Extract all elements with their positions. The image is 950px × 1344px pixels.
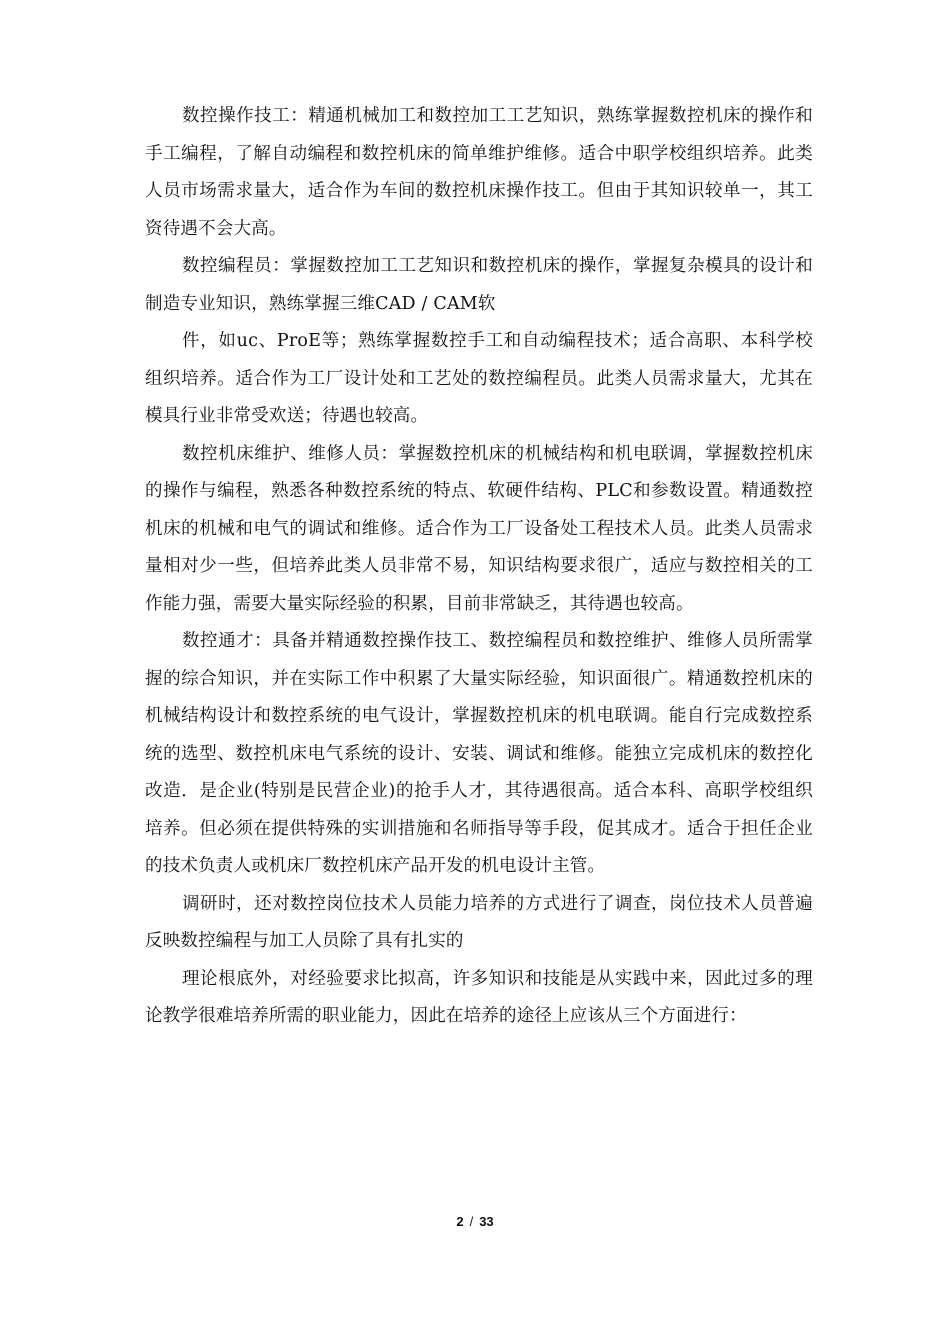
paragraph-cnc-programmer-cont: 件，如uc、ProE等；熟练掌握数控手工和自动编程技术；适合高职、本科学校组织培养。适合作为工厂设计处和工艺处的数控编程员。此类人员需求量大，尤其在模具行业非常受欢送；待遇也较高。 [145, 331, 813, 426]
paragraph-cnc-programmer: 数控编程员：掌握数控加工工艺知识和数控机床的操作，掌握复杂模具的设计和制造专业知识，熟练掌握三维CAD / CAM软 [145, 256, 813, 314]
paragraph-survey-cont: 理论根底外，对经验要求比拟高，许多知识和技能是从实践中来，因此过多的理论教学很难培养所需的职业能力，因此在培养的途径上应该从三个方面进行： [145, 968, 813, 1026]
paragraph-cnc-generalist: 数控通才：具备并精通数控操作技工、数控编程员和数控维护、维修人员所需掌握的综合知识，并在实际工作中积累了大量实际经验，知识面很广。精通数控机床的机械结构设计和数控系统的电气设计，掌握数控机床的机电联调。能自行完成数控系统的选型、数控机床电气系统的设计、安装、调试和维修。能独立完成机床的数控化改造．是企业(特别是民营企业)的抢手人才，其待遇很高。适合本科、高职学校组织培养。但必须在提供特殊的实训措施和名师指导等手段，促其成才。适合于担任企业的技术负责人或机床厂数控机床产品开发的机电设计主管。 [145, 631, 813, 876]
paragraph-survey: 调研时，还对数控岗位技术人员能力培养的方式进行了调查，岗位技术人员普遍反映数控编程与加工人员除了具有扎实的 [145, 893, 813, 951]
current-page-number: 2 [456, 1214, 464, 1229]
page-number-footer [0, 1214, 950, 1229]
page-separator: / [469, 1214, 474, 1229]
paragraph-cnc-operator: 数控操作技工：精通机械加工和数控加工工艺知识，熟练掌握数控机床的操作和手工编程，了解自动编程和数控机床的简单维护维修。适合中职学校组织培养。此类人员市场需求量大，适合作为车间的数控机床操作技工。但由于其知识较单一，其工资待遇不会大高。 [145, 106, 813, 239]
page-body [145, 98, 813, 1036]
paragraph-cnc-maintenance: 数控机床维护、维修人员：掌握数控机床的机械结构和机电联调，掌握数控机床的操作与编程，熟悉各种数控系统的特点、软硬件结构、PLC和参数设置。精通数控机床的机械和电气的调试和维修。适合作为工厂设备处工程技术人员。此类人员需求量相对少一些，但培养此类人员非常不易，知识结构要求很广，适应与数控相关的工作能力强，需要大量实际经验的积累，目前非常缺乏，其待遇也较高。 [145, 443, 813, 614]
total-page-count: 33 [479, 1214, 494, 1229]
